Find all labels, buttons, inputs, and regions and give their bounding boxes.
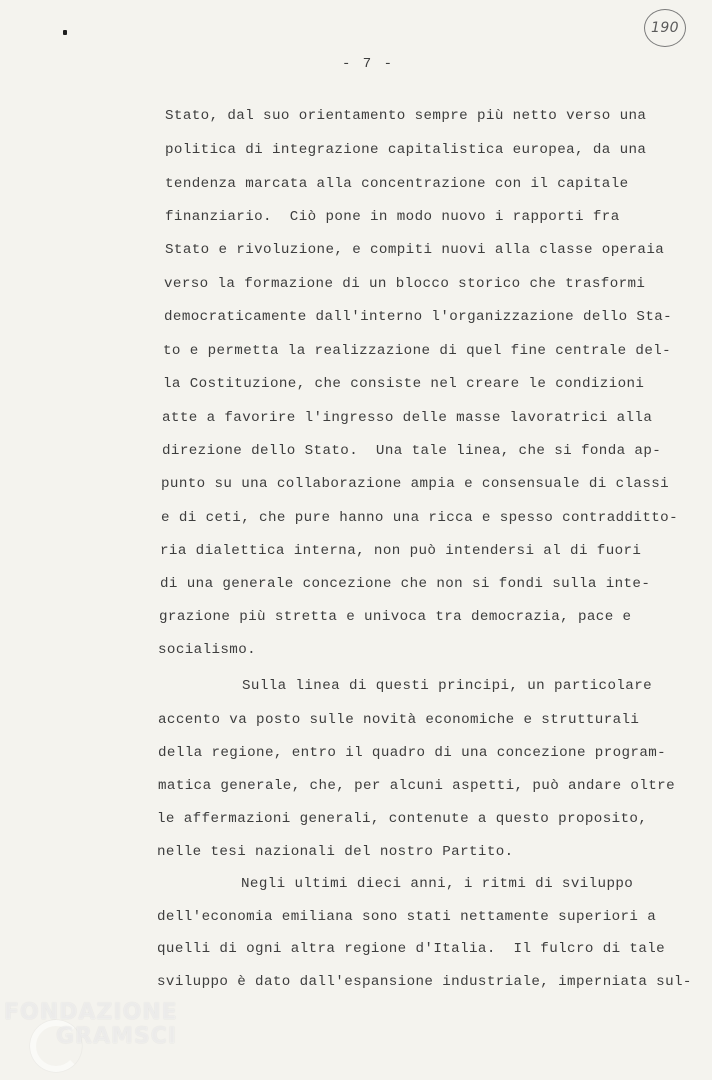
text-line: dell'economia emiliana sono stati nettamente superiori a	[157, 909, 657, 925]
text-line: democraticamente dall'interno l'organizzazione dello Sta-	[164, 309, 673, 325]
text-line: Negli ultimi dieci anni, i ritmi di sviluppo	[241, 876, 634, 892]
archive-stamp-number: 190	[651, 20, 679, 36]
watermark-logo-icon	[30, 1020, 82, 1072]
archive-stamp	[644, 9, 686, 47]
text-line: Stato, dal suo orientamento sempre più netto verso una	[165, 108, 647, 124]
text-line: ria dialettica interna, non può intendersi al di fuori	[160, 543, 642, 559]
text-line: quelli di ogni altra regione d'Italia. Il fulcro di tale	[157, 941, 666, 957]
text-line: atte a favorire l'ingresso delle masse lavoratrici alla	[162, 410, 653, 426]
text-line: to e permetta la realizzazione di quel fine centrale del-	[163, 343, 672, 359]
watermark-line-1: FONDAZIONE	[4, 1000, 178, 1025]
text-line: finanziario. Ciò pone in modo nuovo i rapporti fra	[165, 209, 620, 225]
text-line: socialismo.	[158, 642, 257, 658]
text-line: direzione dello Stato. Una tale linea, che si fonda ap-	[162, 443, 662, 459]
text-line: Stato e rivoluzione, e compiti nuovi alla classe operaia	[165, 242, 665, 258]
text-line: matica generale, che, per alcuni aspetti, può andare oltre	[158, 778, 676, 794]
text-line: nelle tesi nazionali del nostro Partito.	[157, 844, 514, 860]
text-line: sviluppo è dato dall'espansione industriale, imperniata sul-	[157, 974, 692, 990]
page-number: - 7 -	[342, 56, 395, 72]
text-line: Sulla linea di questi principi, un particolare	[242, 678, 653, 694]
ink-mark	[63, 30, 67, 35]
text-line: punto su una collaborazione ampia e consensuale di classi	[161, 476, 670, 492]
fondazione-gramsci-watermark	[4, 1000, 184, 1070]
text-line: verso la formazione di un blocco storico che trasformi	[164, 276, 646, 292]
text-line: la Costituzione, che consiste nel creare le condizioni	[163, 376, 645, 392]
text-line: le affermazioni generali, contenute a questo proposito,	[157, 811, 648, 827]
text-line: e di ceti, che pure hanno una ricca e spesso contradditto-	[161, 510, 679, 526]
watermark-line-2: GRAMSCI	[56, 1024, 178, 1049]
text-line: politica di integrazione capitalistica europea, da una	[165, 142, 647, 158]
text-line: di una generale concezione che non si fondi sulla inte-	[160, 576, 651, 592]
text-line: accento va posto sulle novità economiche e strutturali	[158, 712, 640, 728]
text-line: della regione, entro il quadro di una concezione program-	[158, 745, 667, 761]
text-line: grazione più stretta e univoca tra democrazia, pace e	[159, 609, 632, 625]
text-line: tendenza marcata alla concentrazione con il capitale	[165, 176, 629, 192]
